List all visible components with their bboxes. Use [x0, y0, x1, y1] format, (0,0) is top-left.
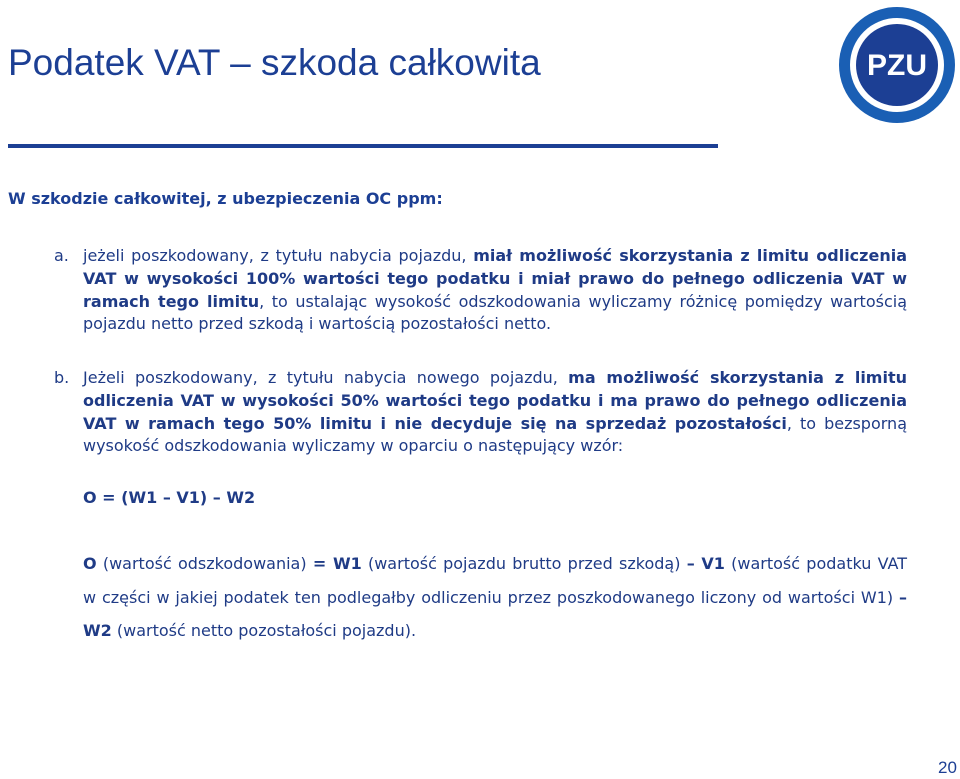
page-title: Podatek VAT – szkoda całkowita: [8, 42, 541, 83]
legend-v1-desc: (wartość podatku VAT w części w jakiej podatek ten podlegałby odliczeniu przez poszkodowanego liczony od wartości W1): [83, 554, 908, 607]
pzu-logo: [837, 5, 957, 125]
formula: O = (W1 – V1) – W2: [83, 488, 256, 507]
legend-eq: =: [312, 554, 327, 573]
item-b-text-1: Jeżeli poszkodowany, z tytułu nabycia nowego pojazdu,: [83, 368, 569, 387]
item-a-marker: a.: [54, 246, 69, 265]
item-b-bold: ma możliwość skorzystania z limitu odliczenia VAT w wysokości 50% wartości tego podatku i ma prawo do pełnego odliczenia VAT w ramach tego 50% limitu i nie decyduje się na sprzedaż pozostałości: [83, 368, 907, 433]
legend-w2-desc: (wartość netto pozostałości pojazdu).: [111, 621, 417, 640]
item-b-marker: b.: [54, 368, 70, 387]
pzu-logo-text: PZU: [867, 49, 927, 82]
item-a-bold: miał możliwość skorzystania z limitu odliczenia VAT w wysokości 100% wartości tego podatku i miał prawo do pełnego odliczenia VAT w ramach tego limitu: [83, 246, 907, 311]
item-b-text-2: , to bezsporną wysokość odszkodowania wyliczamy w oparciu o następujący wzór:: [83, 413, 907, 456]
legend-minus-2: –: [899, 587, 907, 607]
page-number: 20: [938, 758, 957, 777]
item-a-text-2: , to ustalając wysokość odszkodowania wyliczamy różnicę pomiędzy wartością pojazdu netto przed szkodą i wartością pozostałości netto.: [83, 291, 907, 334]
legend-w1: W1: [326, 554, 362, 573]
item-a: [54, 245, 907, 336]
section-heading: W szkodzie całkowitej, z ubezpieczenia OC ppm:: [8, 189, 443, 208]
legend-v1: V1: [694, 554, 725, 573]
formula-legend: [83, 547, 907, 648]
legend-o-desc: (wartość odszkodowania): [96, 554, 313, 573]
legend-minus-1: –: [686, 554, 695, 573]
item-b: [54, 367, 907, 458]
legend-w1-desc: (wartość pojazdu brutto przed szkodą): [361, 554, 687, 573]
legend-w2: W2: [83, 621, 112, 640]
legend-o: O: [83, 554, 97, 573]
item-a-text-1: jeżeli poszkodowany, z tytułu nabycia pojazdu,: [83, 246, 474, 265]
title-underline: [8, 144, 718, 148]
